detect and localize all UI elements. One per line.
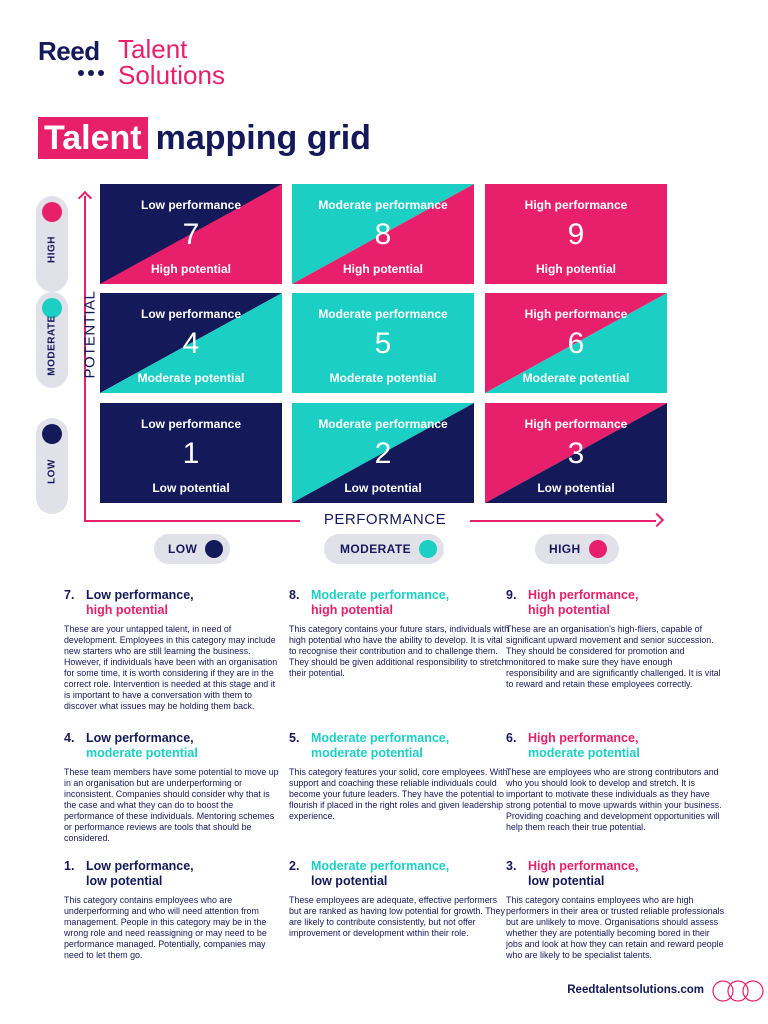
description-body: These are employees who are strong contributors and who you should look to develop and stretch. It is important to motivate these individuals as they have strong potential to move upwards within your business. Providing coaching and development opportunities will help them reach their true potential. — [506, 767, 722, 832]
performance-low-pill — [154, 534, 230, 564]
description-8 — [289, 588, 509, 679]
description-body: This category contains your future stars, individuals with high potential who have the ability to develop. It is vital to recognise their contribution and to challenge them. They should be given additional responsibility to stretch their potential. — [289, 624, 510, 678]
description-subtitle: low potential — [86, 874, 163, 888]
grid-cell-1 — [100, 403, 282, 503]
brand-reed: Reed — [38, 36, 100, 66]
performance-high-pill — [535, 534, 619, 564]
level-moderate-label: MODERATE — [46, 315, 58, 376]
description-body: These team members have some potential to move up in an organisation but are underperforming or inconsistent. Companies should consider why that is the case and what they can do to boost the performance of these individuals. Mentoring schemes or performance reviews are tools that should be considered. — [64, 767, 279, 843]
title-highlight: Talent — [38, 117, 148, 159]
cell-potential-label: High potential — [151, 262, 231, 276]
description-number: 8. — [289, 588, 300, 602]
grid-cell-7 — [100, 184, 282, 284]
description-title: High performance, — [528, 859, 639, 873]
description-number: 6. — [506, 731, 517, 745]
description-title: Low performance, — [86, 731, 194, 745]
cell-potential-label: High potential — [343, 262, 423, 276]
cell-potential-label: High potential — [536, 262, 616, 276]
grid-cell-4 — [100, 293, 282, 393]
grid-cell-3 — [485, 403, 667, 503]
description-title: Moderate performance, — [311, 588, 450, 602]
description-body: These employees are adequate, effective performers but are ranked as having low potential for growth. They are likely to contribute consistently, but not offer improvement or development within their role. — [289, 895, 505, 938]
navy-dot-icon — [205, 540, 223, 558]
cell-number: 4 — [182, 327, 200, 360]
description-subtitle: low potential — [528, 874, 605, 888]
cell-number: 5 — [374, 327, 392, 360]
cell-number: 8 — [374, 218, 392, 251]
grid-cell-2 — [292, 403, 474, 503]
description-title: Moderate performance, — [311, 731, 450, 745]
cell-potential-label: Moderate potential — [522, 371, 630, 385]
cell-number: 2 — [374, 437, 392, 470]
footer-website-link[interactable]: Reedtalentsolutions.com — [567, 984, 704, 996]
brand-talent: Talent — [118, 34, 188, 64]
performance-low-label: LOW — [168, 542, 198, 556]
cell-performance-label: High performance — [524, 307, 628, 321]
level-low-pill — [36, 418, 68, 514]
description-1 — [64, 859, 284, 961]
description-2 — [289, 859, 509, 939]
description-body: This category contains employees who are underperforming and who will need attention from management. People in this category may be in the wrong role and need reassigning or may need to be performance managed. Potentially, companies may need to let them go. — [64, 895, 267, 960]
description-title: Low performance, — [86, 588, 194, 602]
description-9 — [506, 588, 726, 690]
cell-number: 1 — [182, 437, 200, 470]
performance-axis-label: PERFORMANCE — [300, 511, 470, 528]
cell-potential-label: Low potential — [152, 481, 230, 495]
description-4 — [64, 731, 284, 844]
cell-performance-label: Moderate performance — [318, 198, 448, 212]
level-moderate-pill — [36, 292, 68, 388]
grid-cell-8 — [292, 184, 474, 284]
description-title: Moderate performance, — [311, 859, 450, 873]
brand-talent-solutions — [118, 36, 225, 88]
cell-performance-label: Moderate performance — [318, 417, 448, 431]
description-number: 3. — [506, 859, 517, 873]
cell-potential-label: Low potential — [537, 481, 615, 495]
description-number: 1. — [64, 859, 75, 873]
description-7 — [64, 588, 284, 712]
cell-performance-label: Moderate performance — [318, 307, 448, 321]
description-title: High performance, — [528, 731, 639, 745]
description-subtitle: high potential — [528, 603, 610, 617]
description-subtitle: moderate potential — [528, 746, 640, 760]
cell-performance-label: Low performance — [140, 198, 242, 212]
level-high-pill — [36, 196, 68, 292]
cell-performance-label: Low performance — [140, 307, 242, 321]
grid-cell-9 — [485, 184, 667, 284]
cell-number: 7 — [182, 218, 200, 251]
cell-potential-label: Moderate potential — [329, 371, 437, 385]
potential-axis-label: POTENTIAL — [81, 290, 99, 379]
grid-cell-5 — [292, 293, 474, 393]
page-title — [38, 117, 371, 159]
performance-moderate-label: MODERATE — [340, 542, 411, 556]
description-number: 7. — [64, 588, 75, 602]
level-low-label: LOW — [46, 459, 58, 484]
cell-number: 3 — [567, 437, 585, 470]
pink-dot-icon — [589, 540, 607, 558]
description-5 — [289, 731, 509, 822]
description-body: This category features your solid, core employees. With support and coaching these reliable individuals could become your future leaders. They have the potential to flourish if placed in the right roles and given leadership experience. — [289, 767, 508, 821]
performance-high-label: HIGH — [549, 542, 581, 556]
description-number: 5. — [289, 731, 300, 745]
description-subtitle: high potential — [311, 603, 393, 617]
cell-potential-label: Low potential — [344, 481, 422, 495]
description-body: These are your untapped talent, in need of development. Employees in this category may include new starters who are still learning the business. However, if individuals have been with an organisation for some time, it is worth considering if they are in the correct role. Intervention is needed at this stage and it is important to have a conversation with them to discover what issues may be holding them back. — [64, 624, 278, 711]
cell-number: 6 — [567, 327, 585, 360]
cell-performance-label: High performance — [524, 417, 628, 431]
description-subtitle: low potential — [311, 874, 388, 888]
brand-solutions: Solutions — [118, 60, 225, 90]
description-3 — [506, 859, 726, 961]
teal-dot-icon — [419, 540, 437, 558]
cell-performance-label: High performance — [524, 198, 628, 212]
cell-number: 9 — [567, 218, 585, 251]
description-title: High performance, — [528, 588, 639, 602]
cell-potential-label: Moderate potential — [137, 371, 245, 385]
description-body: This category contains employees who are high performers in their area or trusted reliable professionals but are unlikely to move. Organisations should assess whether they are potentially becoming bored in their jobs and look at how they can retain and reward people who are likely to be specialist talents. — [506, 895, 725, 960]
description-number: 9. — [506, 588, 517, 602]
description-number: 4. — [64, 731, 75, 745]
level-high-label: HIGH — [46, 236, 58, 263]
description-subtitle: moderate potential — [86, 746, 198, 760]
performance-moderate-pill — [324, 534, 444, 564]
decorative-circles-icon — [712, 978, 768, 1004]
description-subtitle: moderate potential — [311, 746, 423, 760]
description-body: These are an organisation's high-fliers, capable of significant upward movement and senior succession. They should be considered for promotion and monitored to make sure they have enough responsibility and are significantly challenged. It is vital to reward and retain these employees correctly. — [506, 624, 721, 689]
grid-cell-6 — [485, 293, 667, 393]
description-subtitle: high potential — [86, 603, 168, 617]
description-number: 2. — [289, 859, 300, 873]
title-rest: mapping grid — [155, 118, 371, 157]
arrow-right-icon — [650, 513, 664, 527]
description-title: Low performance, — [86, 859, 194, 873]
brand-dots-icon — [78, 70, 104, 76]
description-6 — [506, 731, 726, 833]
arrow-up-icon — [78, 191, 92, 205]
cell-performance-label: Low performance — [140, 417, 242, 431]
